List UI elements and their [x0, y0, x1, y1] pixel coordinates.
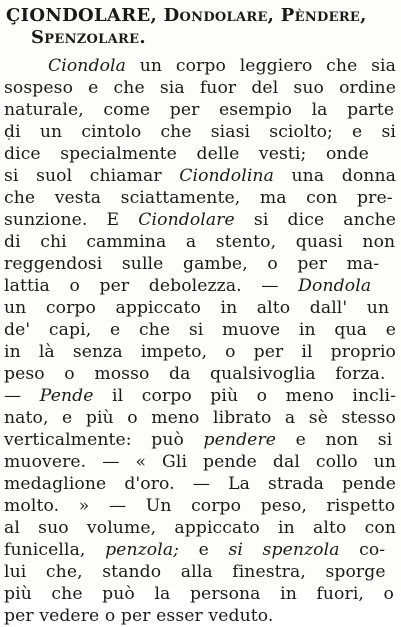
headword: ÇIONDOLARE, [6, 5, 158, 26]
text-line [4, 99, 394, 121]
text-run: reggendosi sulle gambe, o per ma- [4, 254, 380, 274]
italic-term: Ciondola [48, 56, 126, 76]
italic-term: Ciondolina [179, 166, 274, 186]
italic-term: pendere [203, 430, 277, 450]
text-line [4, 143, 369, 165]
text-run: più che può la persona in fuori, o [4, 584, 394, 604]
text-run: verticalmente: può [4, 430, 204, 450]
text-run: il corpo più o meno incli- [93, 386, 396, 406]
text-run: e non si [276, 430, 393, 450]
text-run: lui che, stando alla finestra, sporge [4, 562, 386, 582]
text-run: nato, e più o meno librato a sè stesso [4, 408, 396, 428]
text-run: naturale, come per esempio la parte [4, 100, 395, 120]
text-line [4, 165, 396, 187]
text-line [4, 561, 386, 583]
text-line [4, 275, 371, 297]
text-run: un corpo leggiero che sia [125, 56, 396, 76]
text-run: sunzione. E [4, 210, 139, 230]
text-line [4, 473, 396, 495]
text-run: che vesta sciattamente, ma con pre- [4, 188, 393, 208]
text-line [4, 77, 396, 99]
entry-heading [6, 5, 398, 49]
text-run: di un cintolo che siasi sciolto; e si [4, 122, 396, 142]
text-run: sospeso e che sia fuor del suo ordine [4, 78, 396, 98]
text-run: muovere. — « Gli pende dal collo un [4, 452, 396, 472]
text-line [4, 363, 386, 385]
text-line [4, 539, 385, 561]
text-line [48, 55, 396, 77]
text-line [4, 407, 396, 429]
text-line [4, 253, 379, 275]
text-line [4, 319, 396, 341]
text-run: un corpo appiccato in alto dall' un [4, 298, 390, 318]
text-line [4, 231, 395, 253]
text-run: di chi cammina a stento, quasi non [4, 232, 396, 252]
text-run: lattia o per debolezza. — [4, 276, 299, 296]
text-run: in là senza impeto, o per il proprio [4, 342, 396, 362]
text-line [4, 209, 396, 231]
text-run: de' capi, e che si muove in qua e [4, 320, 396, 340]
text-run: e [179, 540, 229, 560]
text-line [4, 517, 396, 539]
text-run: si suol chiamar [4, 166, 180, 186]
text-run: — [4, 386, 40, 406]
text-line [4, 297, 389, 319]
italic-term: Ciondolare [138, 210, 235, 230]
text-line [4, 429, 392, 451]
headword-synonyms: Dondolare, Pèndere, [163, 5, 367, 26]
text-line [4, 385, 396, 407]
text-line [4, 451, 396, 473]
text-line [4, 121, 396, 143]
text-run: molto. » — Un corpo peso, rispetto [4, 496, 396, 516]
text-run: co- [339, 540, 386, 560]
text-run: peso o mosso da qualsivoglia forza. [4, 364, 386, 384]
headword-synonyms-continued: Spenzolare. [31, 27, 146, 48]
italic-term: Pende [39, 386, 94, 406]
text-run: medaglione d'oro. — La strada pende [4, 474, 396, 494]
text-run: al suo volume, appiccato in alto con [4, 518, 396, 538]
text-run: per vedere o per esser veduto. [4, 606, 274, 626]
text-run: si dice anche [234, 210, 396, 230]
text-run: funicella, [4, 540, 106, 560]
text-line [4, 187, 393, 209]
text-run: dice specialmente delle vesti; onde [4, 144, 369, 164]
text-line [4, 605, 273, 627]
text-line [4, 341, 396, 363]
italic-term: Dondola [298, 276, 372, 296]
italic-term: penzola; [105, 540, 180, 560]
text-line [4, 495, 395, 517]
text-run: una donna [273, 166, 396, 186]
italic-term: si spenzola [228, 540, 340, 560]
text-line [4, 583, 394, 605]
